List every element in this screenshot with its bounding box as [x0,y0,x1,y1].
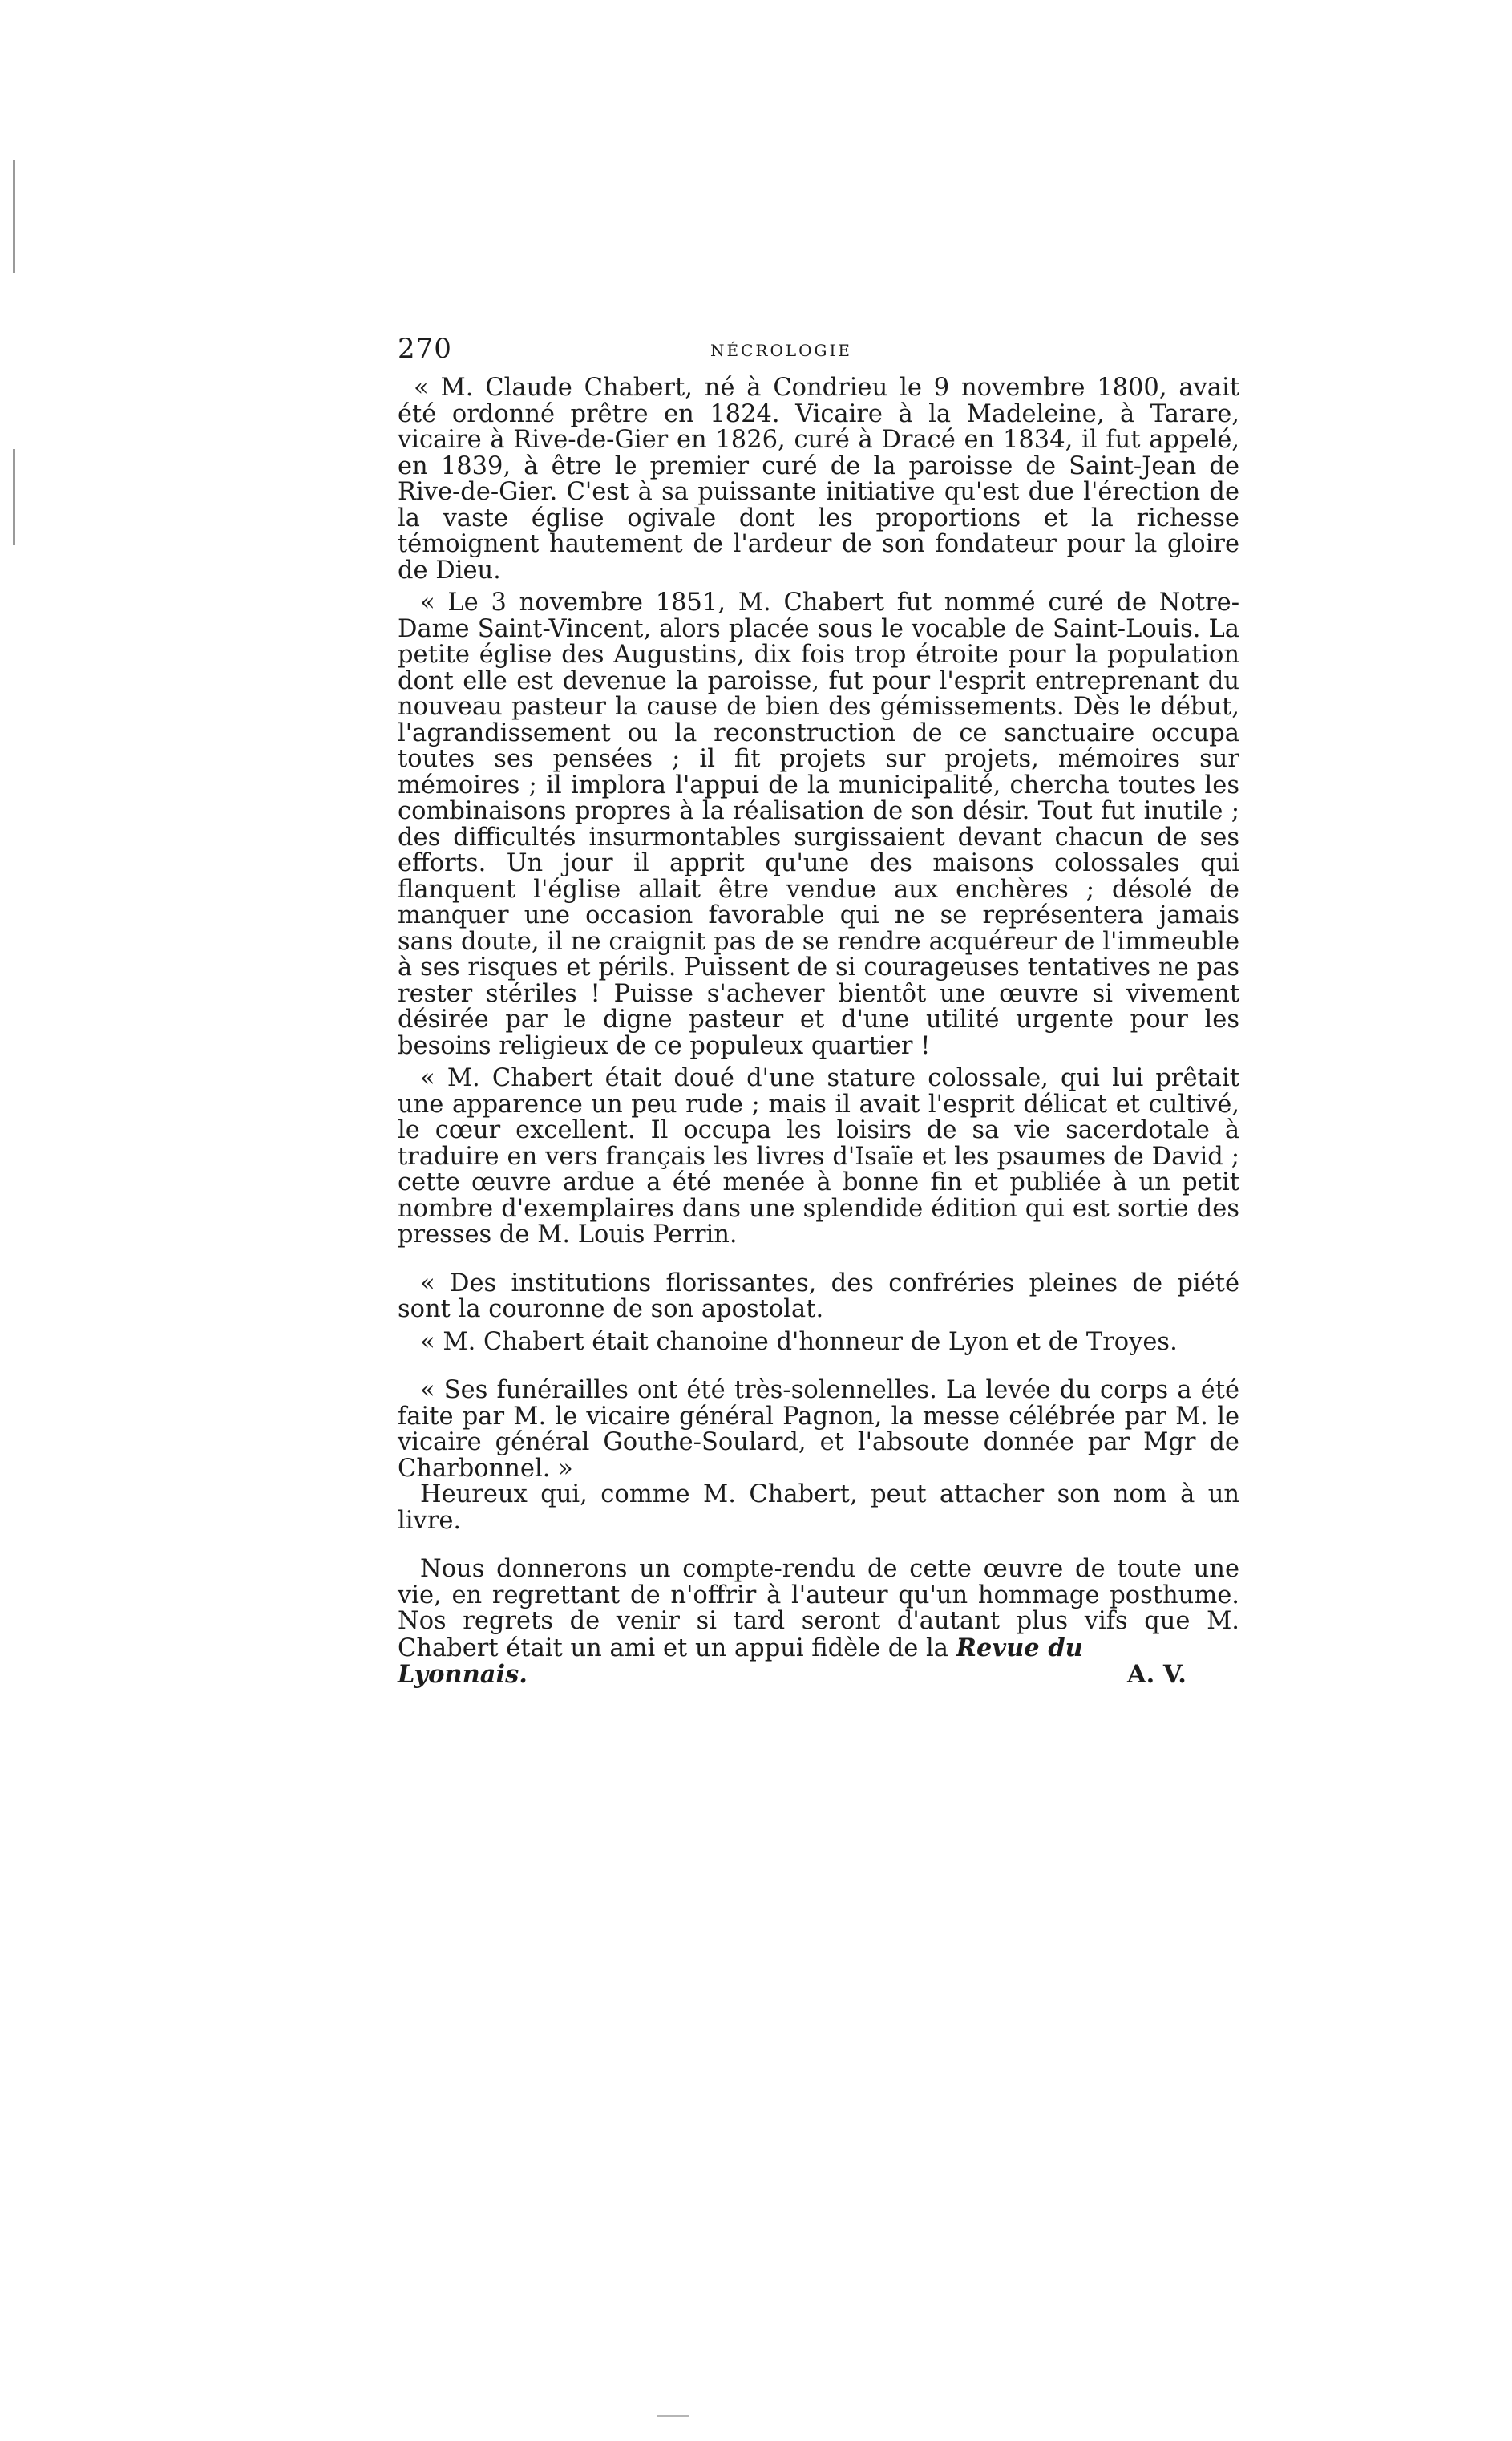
scan-edge-mark [13,160,15,273]
paragraph-funeral: « Ses funérailles ont été très-solennelles. La levée du corps a été faite par M. le vicaire général Pagnon, la messe célébrée par M. le vicaire général Gouthe-Soulard, et l'absoute donnée par Mgr de Charbonnel. » [398,1376,1239,1483]
author-signature: A. V. [1127,1660,1187,1689]
scan-edge-mark [13,449,15,545]
paragraph-notre-dame: « Le 3 novembre 1851, M. Chabert fut nommé curé de Notre-Dame Saint-Vincent, alors placée sous le vocable de Saint-Louis. La petite église des Augustins, dix fois trop étroite pour la population dont elle est devenue la paroisse, fut pour l'esprit entreprenant du nouveau pasteur la cause de bien des gémissements. Dès le début, l'agrandissement ou la reconstruction de ce sanctuaire occupa toutes ses pensées ; il fit projets sur projets, mémoires sur mémoires ; il implora l'appui de la municipalité, chercha toutes les combinaisons propres à la réalisation de son désir. Tout fut inutile ; des difficultés insurmontables surgissaient devant chacun de ses efforts. Un jour il apprit qu'une des maisons colossales qui flanquent l'église allait être vendue aux enchères ; désolé de manquer une occasion favorable qui ne se représentera jamais sans doute, il ne craignit pas de se rendre acquéreur de l'immeuble à ses risques et périls. Puissent de si courageuses tentatives ne pas rester stériles ! Puisse s'achever bientôt une œuvre si vivement désirée par le digne pasteur et d'une utilité urgente pour les besoins religieux de ce populeux quartier ! [398,589,1239,1060]
paragraph-institutions: « Des institutions florissantes, des confréries pleines de piété sont la couronne de son apostolat. [398,1269,1239,1323]
article-body [398,375,1239,1687]
page-number: 270 [398,333,452,365]
paragraph-review [398,1556,1239,1662]
paragraph-biography: « M. Claude Chabert, né à Condrieu le 9 novembre 1800, avait été ordonné prêtre en 1824. Vicaire à la Madeleine, à Tarare, vicaire à Rive-de-Gier en 1826, curé à Dracé en 1834, il fut appelé, en 1839, à être le premier curé de la paroisse de Saint-Jean de Rive-de-Gier. C'est à sa puissante initiative qu'est due l'érection de la vaste église ogivale dont les proportions et la richesse témoignent hautement de l'ardeur de son fondateur pour la gloire de Dieu. [398,374,1239,585]
journal-title: Revue du [956,1633,1083,1662]
journal-title-end: Lyonnais. [398,1660,528,1689]
closing-line [398,1662,1239,1687]
page-header [398,333,1247,373]
bottom-scan-mark [657,2415,689,2417]
running-title: NÉCROLOGIE [710,341,853,360]
paragraph-book: Heureux qui, comme M. Chabert, peut attacher son nom à un livre. [398,1480,1239,1535]
review-text: Nous donnerons un compte-rendu de cette œuvre de toute une vie, en regrettant de n'offrir à l'auteur qu'un hommage posthume. Nos regrets de venir si tard seront d'autant plus vifs que M. Chabert était un ami et un appui fidèle de la [398,1555,1239,1662]
paragraph-canon: « M. Chabert était chanoine d'honneur de Lyon et de Troyes. [420,1327,1178,1356]
paragraph-character: « M. Chabert était doué d'une stature colossale, qui lui prêtait une apparence un peu rude ; mais il avait l'esprit délicat et cultivé, le cœur excellent. Il occupa les loisirs de sa vie sacerdotale à traduire en vers français les livres d'Isaïe et les psaumes de David ; cette œuvre ardue a été menée à bonne fin et publiée à un petit nombre d'exemplaires dans une splendide édition qui est sortie des presses de M. Louis Perrin. [398,1064,1239,1249]
